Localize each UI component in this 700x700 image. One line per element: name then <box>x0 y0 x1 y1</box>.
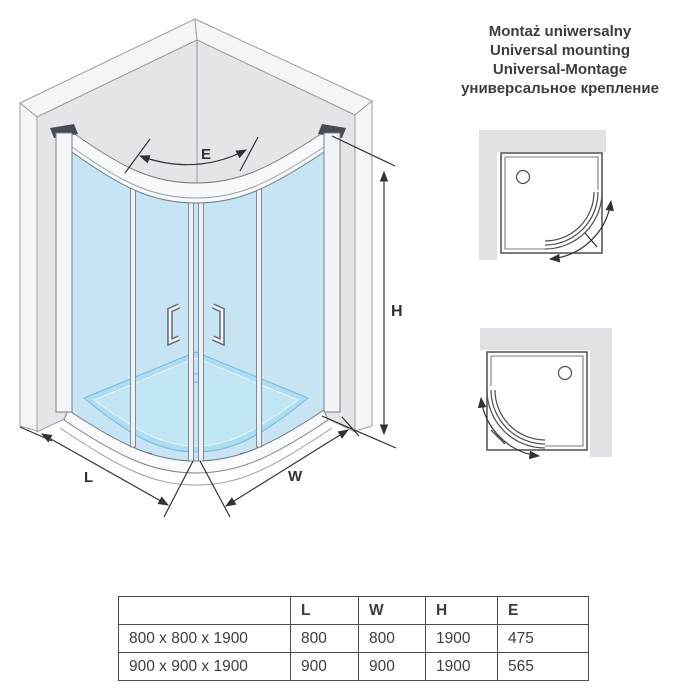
plan-view-left <box>460 320 660 485</box>
dimension-h-label: H <box>391 303 403 320</box>
plan1-drain <box>517 171 530 184</box>
plan2-wall-right <box>590 328 612 457</box>
header-w: W <box>359 597 426 625</box>
spec-table-header-row <box>119 597 589 625</box>
spec-table-row <box>119 653 589 681</box>
plan2-enclosure <box>487 352 587 450</box>
cell-e: 475 <box>498 625 589 653</box>
spec-table <box>118 596 589 681</box>
dimension-l-label: L <box>84 469 94 486</box>
cell-h: 1900 <box>426 653 498 681</box>
cell-e: 565 <box>498 653 589 681</box>
plan1-wall-top <box>479 130 606 152</box>
plan1-wall-left <box>479 130 497 260</box>
header-l: L <box>291 597 359 625</box>
cell-l: 800 <box>291 625 359 653</box>
mounting-text-ru: универсальное крепление <box>461 80 659 97</box>
mounting-text-de: Universal-Montage <box>492 61 628 78</box>
left-wall-end-face <box>20 103 37 431</box>
header-model <box>119 597 291 625</box>
mounting-text-pl: Montaż uniwersalny <box>488 23 632 40</box>
cell-w: 900 <box>359 653 426 681</box>
header-h: H <box>426 597 498 625</box>
dimension-e-label: E <box>201 146 212 163</box>
header-e: E <box>498 597 589 625</box>
cell-model: 800 x 800 x 1900 <box>119 625 291 653</box>
plan-view-right <box>465 120 655 290</box>
cell-h: 1900 <box>426 625 498 653</box>
plan1-enclosure <box>501 153 602 253</box>
plan2-drain <box>559 367 572 380</box>
mounting-text-en: Universal mounting <box>489 42 631 59</box>
dimension-w-label: W <box>288 468 303 485</box>
spec-table-row <box>119 625 589 653</box>
mounting-text-block <box>430 22 690 98</box>
cell-l: 900 <box>291 653 359 681</box>
cell-w: 800 <box>359 625 426 653</box>
cell-model: 900 x 900 x 1900 <box>119 653 291 681</box>
